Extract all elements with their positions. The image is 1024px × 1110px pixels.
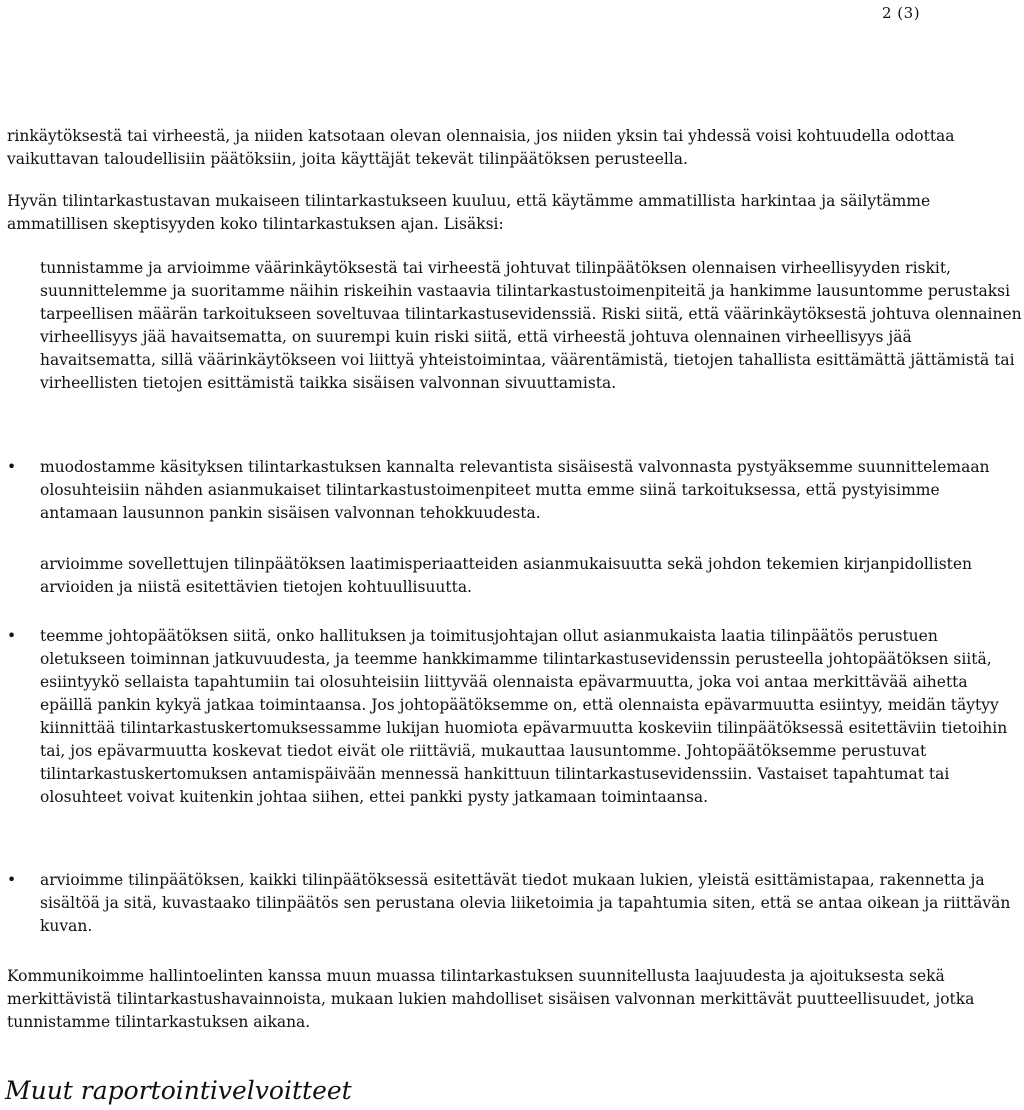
bullet-marker: • <box>7 871 17 889</box>
paragraph-professional-judgement: Hyvän tilintarkastustavan mukaiseen tilintarkastukseen kuuluu, että käytämme ammatillista harkintaa ja säilytämme ammatillisen skeptisyyden koko tilintarkastuksen ajan. Lisäksi: <box>7 192 931 233</box>
list-item <box>7 869 1022 938</box>
list-item-text: tunnistamme ja arvioimme väärinkäytöksestä tai virheestä johtuvat tilinpäätöksen olennaisen virheellisyyden riskit, suunnittelemme ja suoritamme näihin riskeihin vastaavia tilintarkastustoimenpiteitä ja hankimme lausuntomme perustaksi tarpeellisen määrän tarkoitukseen soveltuvaa tilintarkastusevidenssiä. Riski siitä, että väärinkäytöksestä johtuva olennainen virheellisyys jää havaitsematta, on suurempi kuin riski siitä, että virheestä johtuva olennainen virheellisyys jää havaitsematta, sillä väärinkäytökseen voi liittyä yhteistoimintaa, väärentämistä, tietojen tahallista esittämättä jättämistä tai virheellisten tietojen esittämistä taikka sisäisen valvonnan sivuuttamista. <box>40 259 1022 392</box>
list-item <box>7 456 1022 525</box>
paragraph-communication: Kommunikoimme hallintoelinten kanssa muun muassa tilintarkastuksen suunnitellusta laajuudesta ja ajoituksesta sekä merkittävistä tilintarkastushavainnoista, mukaan lukien mahdolliset sisäisen valvonnan merkittävät puutteellisuudet, jotka tunnistamme tilintarkastuksen aikana. <box>7 967 975 1031</box>
bullet-marker: • <box>7 458 17 476</box>
list-item <box>7 257 1022 395</box>
section-heading: Muut raportointivelvoitteet <box>5 1076 352 1105</box>
list-item-text: muodostamme käsityksen tilintarkastuksen kannalta relevantista sisäisestä valvonnasta pystyäksemme suunnittelemaan olosuhteisiin nähden asianmukaiset tilintarkastustoimenpiteet mutta emme siinä tarkoituksessa, että pystyisimme antamaan lausunnon pankin sisäisen valvonnan tehokkuudesta. <box>40 458 990 522</box>
bullet-marker: • <box>7 627 17 645</box>
paragraph-materiality: rinkäytöksestä tai virheestä, ja niiden katsotaan olevan olennaisia, jos niiden yksin tai yhdessä voisi kohtuudella odottaa vaikuttavan taloudellisiin päätöksiin, joita käyttäjät tekevät tilinpäätöksen perusteella. <box>7 127 955 168</box>
list-item <box>7 625 1022 809</box>
page-number: 2 (3) <box>882 4 921 22</box>
list-item-text: arvioimme sovellettujen tilinpäätöksen laatimisperiaatteiden asianmukaisuutta sekä johdon tekemien kirjanpidollisten arvioiden ja niistä esitettävien tietojen kohtuullisuutta. <box>40 555 973 596</box>
list-item <box>7 553 1022 599</box>
list-item-text: teemme johtopäätöksen siitä, onko hallituksen ja toimitusjohtajan ollut asianmukaista laatia tilinpäätös perustuen oletukseen toiminnan jatkuvuudesta, ja teemme hankkimamme tilintarkastusevidenssin perusteella johtopäätöksen siitä, esiintyykö sellaista tapahtumiin tai olosuhteisiin liittyvää olennaista epävarmuutta, joka voi antaa merkittävää aihetta epäillä pankin kykyä jatkaa toimintaansa. Jos johtopäätöksemme on, että olennaista epävarmuutta esiintyy, meidän täytyy kiinnittää tilintarkastuskertomuksessamme lukijan huomiota epävarmuutta koskeviin tilinpäätöksessä esitettäviin tietoihin tai, jos epävarmuutta koskevat tiedot eivät ole riittäviä, mukauttaa lausuntomme. Johtopäätöksemme perustuvat tilintarkastuskertomuksen antamispäivään mennessä hankittuun tilintarkastusevidenssiin. Vastaiset tapahtumat tai olosuhteet voivat kuitenkin johtaa siihen, ettei pankki pysty jatkamaan toimintaansa. <box>40 627 1008 806</box>
list-item-text: arvioimme tilinpäätöksen, kaikki tilinpäätöksessä esitettävät tiedot mukaan lukien, yleistä esittämistapaa, rakennetta ja sisältöä ja sitä, kuvastaako tilinpäätös sen perustana olevia liiketoimia ja tapahtumia siten, että se antaa oikean ja riittävän kuvan. <box>40 871 1011 935</box>
